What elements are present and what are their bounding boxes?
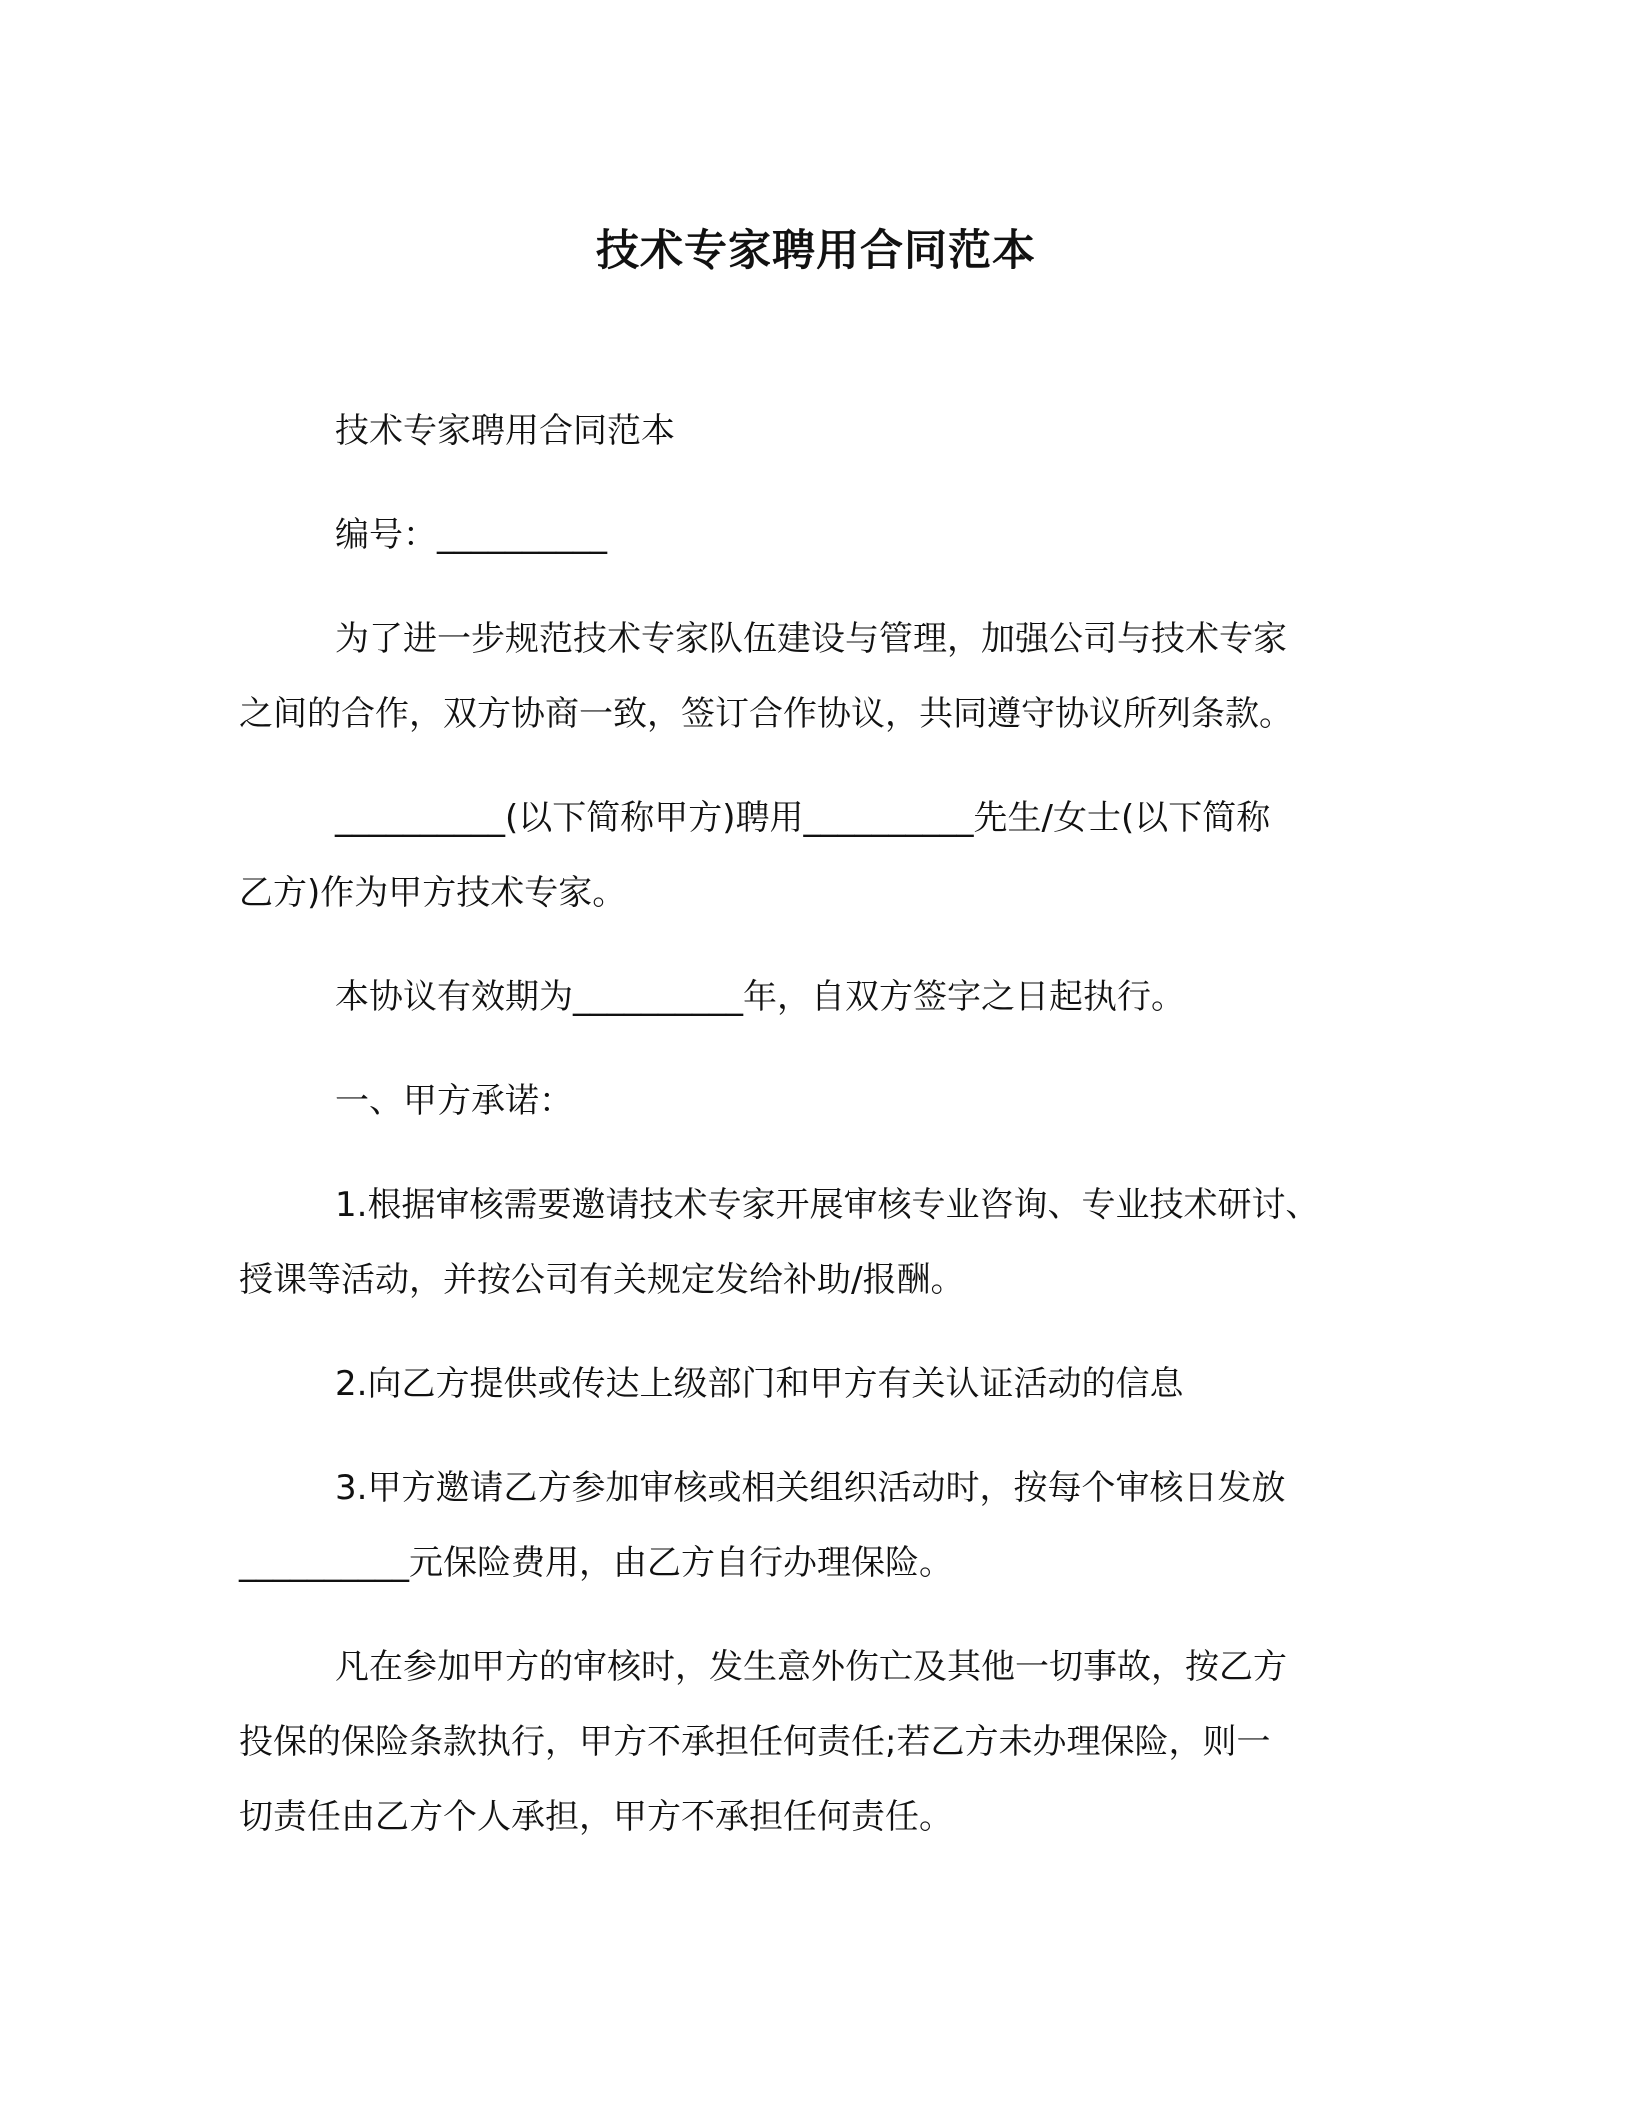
paragraph xyxy=(239,1630,1399,1855)
paragraph xyxy=(239,960,1399,1035)
paragraph-line: 授课等活动，并按公司有关规定发给补助/报酬。 xyxy=(239,1260,965,1300)
paragraph-line: __________元保险费用，由乙方自行办理保险。 xyxy=(239,1543,953,1583)
paragraph-line: 乙方)作为甲方技术专家。 xyxy=(239,873,627,913)
paragraph xyxy=(239,498,1399,573)
paragraph-line: 凡在参加甲方的审核时，发生意外伤亡及其他一切事故，按乙方 xyxy=(335,1647,1287,1687)
paragraph xyxy=(239,781,1399,931)
paragraph-line: 投保的保险条款执行，甲方不承担任何责任;若乙方未办理保险，则一 xyxy=(239,1722,1271,1762)
paragraph-line: 1.根据审核需要邀请技术专家开展审核专业咨询、专业技术研讨、 xyxy=(335,1185,1320,1225)
paragraph xyxy=(239,394,1399,469)
paragraph-line: 2.向乙方提供或传达上级部门和甲方有关认证活动的信息 xyxy=(335,1364,1184,1404)
paragraph xyxy=(239,602,1399,752)
section-heading xyxy=(239,1064,1399,1139)
paragraph-line: 一、甲方承诺： xyxy=(335,1081,573,1121)
paragraph xyxy=(239,1168,1399,1318)
paragraph xyxy=(239,1347,1399,1422)
paragraph-line: 本协议有效期为__________年，自双方签字之日起执行。 xyxy=(335,977,1185,1017)
paragraph-line: 技术专家聘用合同范本 xyxy=(335,411,675,451)
document-title: 技术专家聘用合同范本 xyxy=(596,226,1036,276)
paragraph-line: 之间的合作，双方协商一致，签订合作协议，共同遵守协议所列条款。 xyxy=(239,694,1293,734)
paragraph-line: 切责任由乙方个人承担，甲方不承担任何责任。 xyxy=(239,1797,953,1837)
paragraph-line: __________(以下简称甲方)聘用__________先生/女士(以下简称 xyxy=(335,798,1271,838)
paragraph-line: 为了进一步规范技术专家队伍建设与管理，加强公司与技术专家 xyxy=(335,619,1287,659)
document-body xyxy=(239,394,1399,1884)
paragraph xyxy=(239,1451,1399,1601)
paragraph-line: 编号：__________ xyxy=(335,515,607,555)
paragraph-line: 3.甲方邀请乙方参加审核或相关组织活动时，按每个审核日发放 xyxy=(335,1468,1286,1508)
